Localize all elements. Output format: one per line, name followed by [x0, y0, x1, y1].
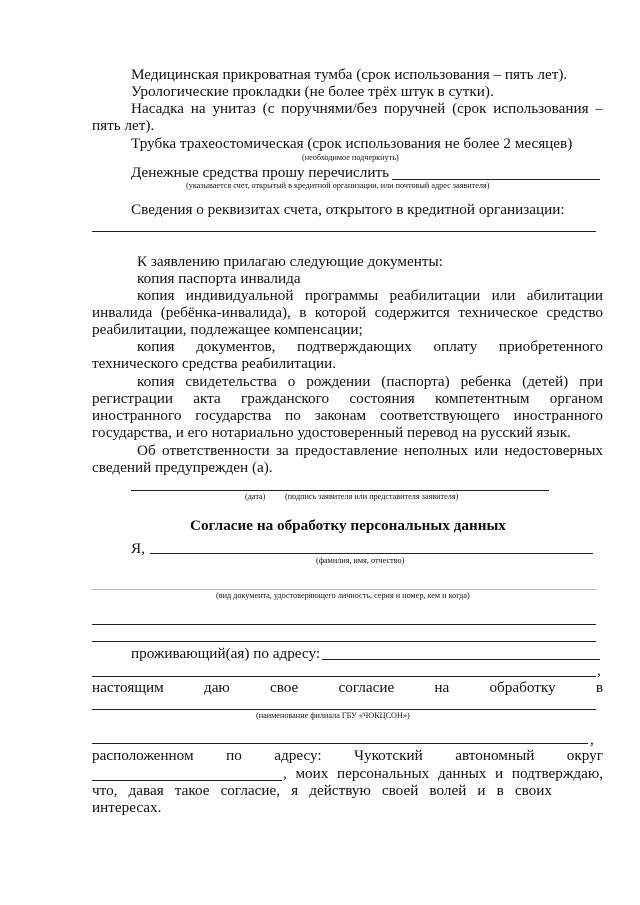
fio-note: (фамилия, имя, отчество)	[316, 556, 405, 565]
item-toilet-seat-line2: пять лет).	[92, 117, 155, 134]
attachment-ipra-line3: реабилитации, подлежащее компенсации;	[92, 321, 363, 338]
attachment-ipra-line1: копия индивидуальной программы реабилитации или абилитации	[137, 287, 603, 304]
id-document-line[interactable]	[92, 589, 596, 590]
attachment-birth-line1: копия свидетельства о рождении (паспорта) ребенка (детей) при	[137, 373, 603, 390]
attachments-intro: К заявлению прилагаю следующие документы:	[137, 253, 443, 270]
branch-comma: ,	[590, 731, 594, 748]
account-details-line[interactable]	[92, 231, 596, 232]
address-line-2[interactable]	[92, 676, 596, 677]
liability-line2: сведений предупрежден (а).	[92, 459, 273, 476]
attachment-payment-docs-line2: технического средства реабилитации.	[92, 355, 337, 372]
payment-note: (указывается счет, открытый в кредитной организации, или почтовый адрес заявителя)	[186, 181, 490, 190]
item-trach-tube: Трубка трахеостомическая (срок использования не более 2 месяцев)	[131, 135, 573, 152]
consent-title: Согласие на обработку персональных данных	[190, 517, 506, 534]
attachment-ipra-line2: инвалида (ребёнка-инвалида), в которой содержится техническое средство	[92, 304, 603, 321]
fio-line[interactable]	[150, 553, 593, 554]
attachment-birth-line4: государства, и его нотариально удостоверенный перевод на русский язык.	[92, 424, 571, 441]
address-label: проживающий(ая) по адресу:	[131, 645, 321, 662]
signature-line[interactable]	[131, 490, 549, 491]
item-bedside-table: Медицинская прикроватная тумба (срок использования – пять лет).	[131, 66, 568, 83]
extra-line-2[interactable]	[92, 641, 596, 642]
address-comma: ,	[597, 662, 601, 679]
personal-data-tail: , моих персональных данных и подтверждаю,	[283, 765, 603, 782]
attachment-birth-line2: регистрации акта гражданского состояния компетентным органом	[92, 390, 603, 407]
item-toilet-seat-line1: Насадка на унитаз (с поручнями/без поручней (срок использования –	[131, 100, 603, 117]
closing-line: что, давая такое согласие, я действую своей волей и в своих интересах.	[92, 782, 552, 816]
payment-account-line[interactable]	[392, 179, 600, 180]
date-label: (дата)	[245, 492, 266, 501]
address-line[interactable]	[322, 659, 600, 660]
item-urological-pads: Урологические прокладки (не более трёх штук в сутки).	[131, 83, 494, 100]
payment-label: Денежные средства прошу перечислить	[131, 164, 390, 181]
branch-line-2[interactable]	[92, 743, 588, 744]
attachment-passport: копия паспорта инвалида	[137, 270, 301, 287]
attachment-payment-docs-line1: копия документов, подтверждающих оплату приобретенного	[137, 338, 603, 355]
agree-line: настоящим даю свое согласие на обработку в	[92, 679, 603, 696]
liability-line1: Об ответственности за предоставление неполных или недостоверных	[137, 442, 603, 459]
consent-i-label: Я,	[131, 540, 145, 557]
attachment-birth-line3: иностранного государства по законам соответствующего иностранного	[92, 407, 603, 424]
located-line: расположенном по адресу: Чукотский автономный округ	[92, 747, 603, 764]
branch-note: (наименование филиала ГБУ «ЧОКЦСОН»)	[256, 711, 410, 720]
signature-label: (подпись заявителя или представителя заявителя)	[285, 492, 459, 501]
account-details-label: Сведения о реквизитах счета, открытого в кредитной организации:	[131, 201, 565, 218]
branch-line[interactable]	[92, 709, 596, 710]
district-line[interactable]	[92, 780, 282, 781]
extra-line-1[interactable]	[92, 624, 596, 625]
underline-note: (необходимое подчеркнуть)	[302, 153, 399, 162]
id-document-note: (вид документа, удостоверяющего личность, серия и номер, кем и когда)	[216, 591, 470, 600]
